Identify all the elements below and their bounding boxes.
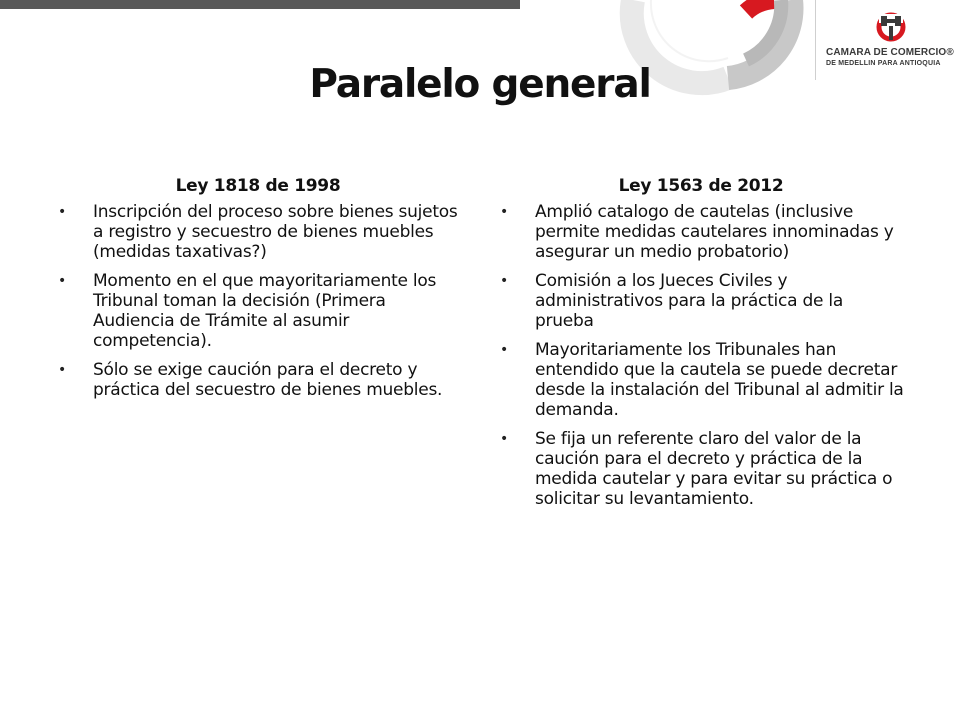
list-item bbox=[54, 360, 462, 400]
list-item bbox=[496, 271, 906, 331]
slide-title: Paralelo general bbox=[309, 62, 651, 107]
logo-text-line2: DE MEDELLIN PARA ANTIOQUIA bbox=[826, 60, 941, 67]
list-item-text: Inscripción del proceso sobre bienes sujetos a registro y secuestro de bienes muebles (medidas taxativas?) bbox=[93, 202, 458, 262]
right-column-heading: Ley 1563 de 2012 bbox=[618, 176, 784, 196]
list-item bbox=[54, 271, 462, 351]
top-bar bbox=[0, 0, 520, 9]
list-item bbox=[496, 202, 906, 262]
right-bullet-list bbox=[496, 202, 906, 509]
list-item-text: Mayoritariamente los Tribunales han entendido que la cautela se puede decretar desde la instalación del Tribunal al admitir la demanda. bbox=[535, 340, 904, 420]
left-column bbox=[54, 176, 462, 409]
right-column bbox=[496, 176, 906, 518]
list-item bbox=[54, 202, 462, 262]
list-item-text: Amplió catalogo de cautelas (inclusive permite medidas cautelares innominadas y asegurar un medio probatorio) bbox=[535, 202, 894, 262]
list-item-text: Momento en el que mayoritariamente los Tribunal toman la decisión (Primera Audiencia de Trámite al asumir competencia). bbox=[93, 271, 437, 351]
bullet-icon: • bbox=[500, 204, 509, 220]
bullet-icon: • bbox=[500, 342, 509, 358]
list-item-text: Comisión a los Jueces Civiles y administrativos para la práctica de la prueba bbox=[535, 271, 843, 331]
left-bullet-list bbox=[54, 202, 462, 400]
bullet-icon: • bbox=[58, 273, 67, 289]
bullet-icon: • bbox=[500, 431, 509, 447]
list-item-text: Sólo se exige caución para el decreto y práctica del secuestro de bienes muebles. bbox=[93, 360, 443, 400]
bullet-icon: • bbox=[58, 362, 67, 378]
logo-emblem-icon bbox=[871, 12, 911, 46]
bullet-icon: • bbox=[58, 204, 67, 220]
list-item bbox=[496, 429, 906, 509]
left-column-heading: Ley 1818 de 1998 bbox=[175, 176, 341, 196]
list-item bbox=[496, 340, 906, 420]
list-item-text: Se fija un referente claro del valor de la caución para el decreto y práctica de la medida cautelar y para evitar su práctica o solicitar su levantamiento. bbox=[535, 429, 893, 509]
bullet-icon: • bbox=[500, 273, 509, 289]
logo-text-line1: CAMARA DE COMERCIO® bbox=[826, 47, 954, 58]
